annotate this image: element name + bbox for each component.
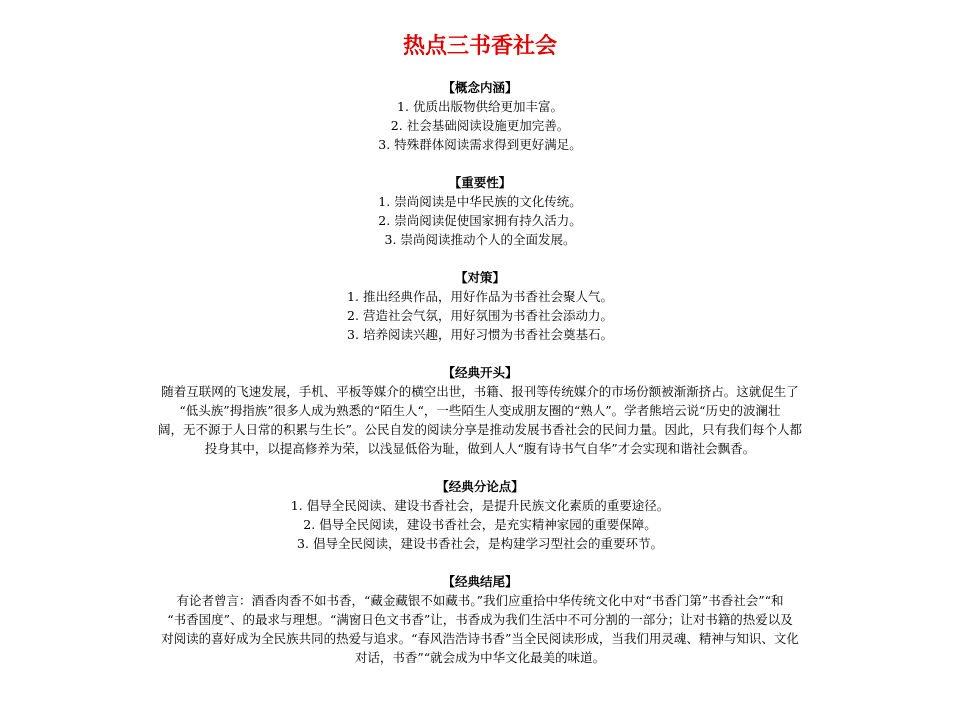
section-classic-opening [0,363,960,458]
section-line: 2. 崇尚阅读促使国家拥有持久活力。 [378,213,582,228]
section-heading: 【重要性】 [448,175,512,190]
section-line: 2. 倡导全民阅读，建设书香社会，是充实精神家园的重要保障。 [303,517,657,532]
section-line: “书香国度”、的最求与理想。“满窗日色文书香”让，书香成为我们生活中不可分割的一部分；让对书籍的热爱以及 [167,612,793,627]
section-line: 1. 推出经典作品，用好作品为书香社会聚人气。 [347,289,613,304]
section-heading: 【经典分论点】 [436,479,524,494]
section-line: 随着互联网的飞速发展，手机、平板等媒介的横空出世，书籍、报刊等传统媒介的市场份额被渐渐挤占。这就促生了 [161,384,799,399]
page-title: 热点三书香社会 [402,33,557,59]
section-line: 3. 倡导全民阅读，建设书香社会，是构建学习型社会的重要环节。 [297,536,663,551]
section-classic-arguments [0,477,960,553]
section-line: “低头族”拇指族”很多人成为熟悉的“陌生人“，一些陌生人变成朋友圈的“熟人”。学者熊培云说“历史的波澜壮 [179,403,781,418]
section-line: 有论者曾言：酒香肉香不如书香，“藏金藏银不如藏书。”我们应重拾中华传统文化中对“书香门第”书香社会”“和 [176,593,784,608]
section-line: 投身其中，以提高修养为荣，以浅显低俗为耻，做到人人“腹有诗书气自华”才会实现和谐社会飘香。 [204,441,756,456]
document-body [0,78,960,686]
section-heading: 【经典开头】 [442,365,518,380]
section-classic-ending [0,572,960,667]
section-line: 对话，书香”“就会成为中华文化最美的味道。 [354,650,606,665]
section-countermeasures [0,268,960,344]
section-line: 1. 崇尚阅读是中华民族的文化传统。 [378,194,582,209]
section-line: 3. 崇尚阅读推动个人的全面发展。 [384,232,576,247]
section-line: 1. 倡导全民阅读、建设书香社会，是提升民族文化素质的重要途径。 [290,498,670,513]
section-line: 2. 营造社会气氛，用好氛围为书香社会添动力。 [347,308,613,323]
section-line: 1. 优质出版物供给更加丰富。 [397,99,563,114]
section-heading: 【经典结尾】 [442,574,518,589]
section-line: 2. 社会基础阅读设施更加完善。 [390,118,570,133]
section-line: 3. 培养阅读兴趣，用好习惯为书香社会奠基石。 [347,327,613,342]
section-heading: 【对策】 [454,270,505,285]
section-concept [0,78,960,154]
section-line: 对阅读的喜好成为全民族共同的热爱与追求。“春风浩浩诗书香”当全民阅读形成，当我们用灵魂、精神与知识、文化 [161,631,799,646]
section-line: 阔，无不源于人日常的积累与生长”。公民自发的阅读分享是推动发展书香社会的民间力量。因此，只有我们每个人都 [158,422,802,437]
section-line: 3. 特殊群体阅读需求得到更好满足。 [378,137,582,152]
section-importance [0,173,960,249]
section-heading: 【概念内涵】 [442,80,518,95]
